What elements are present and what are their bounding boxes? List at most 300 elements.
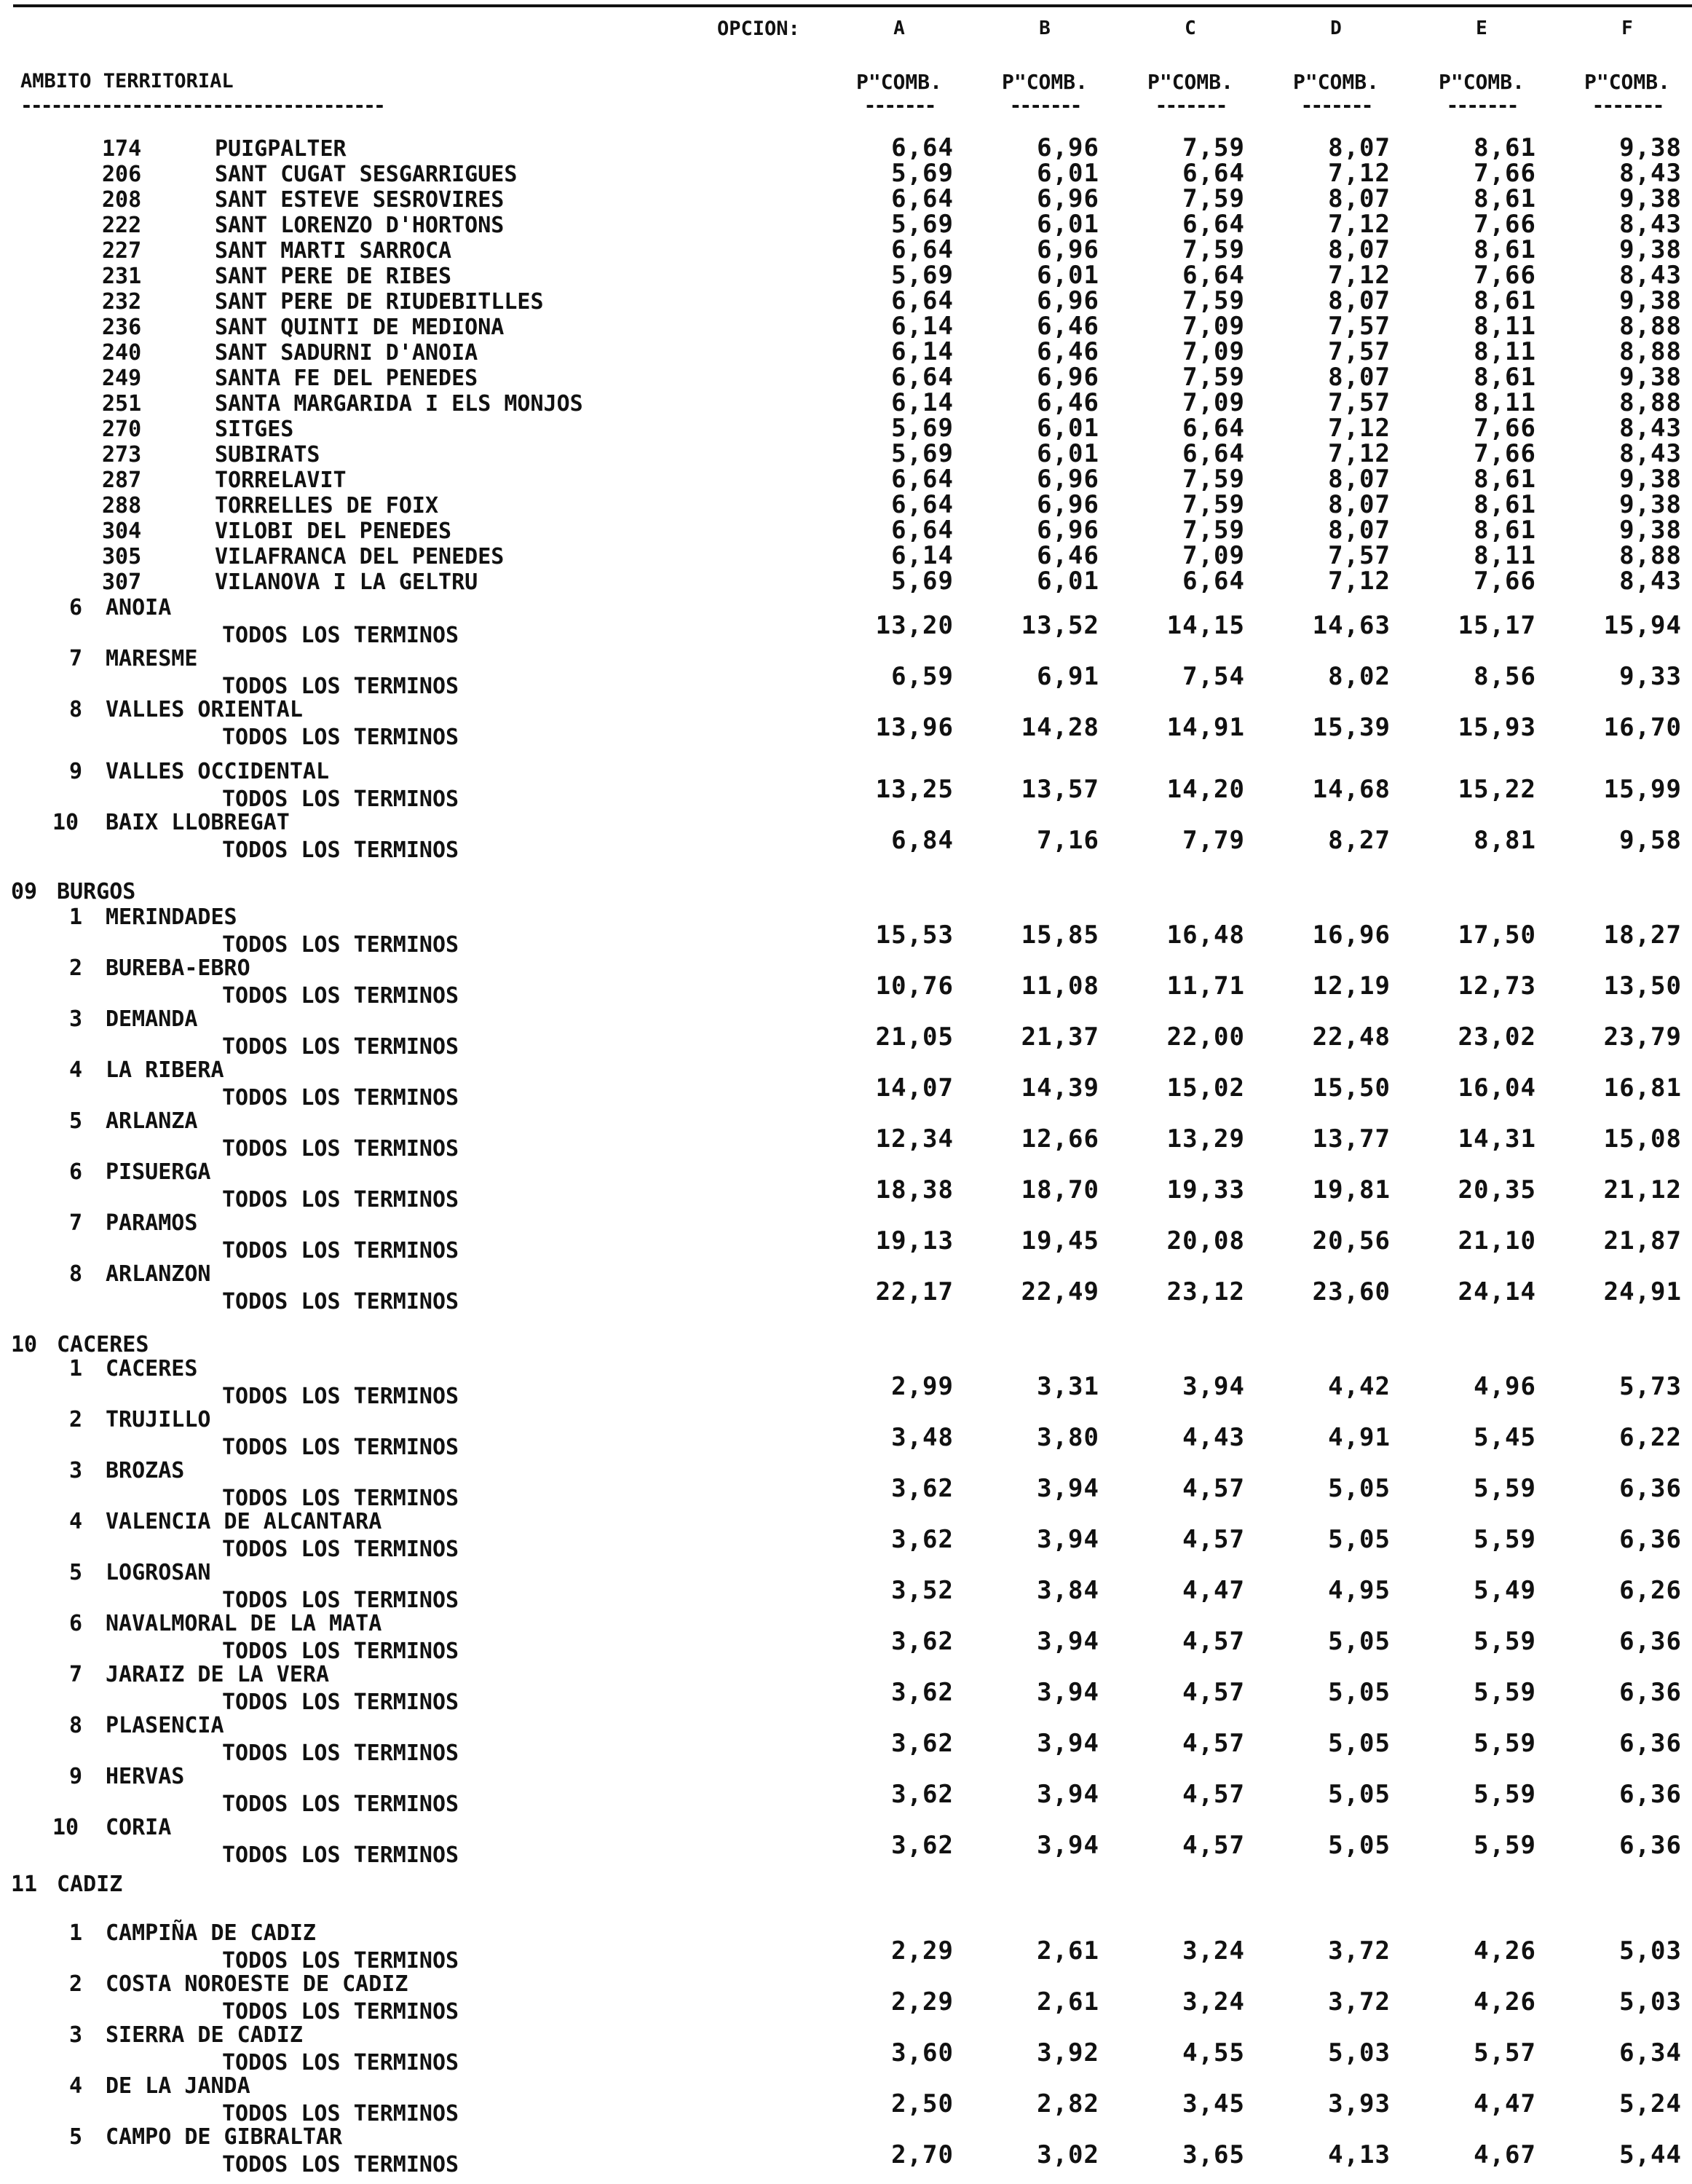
- rate-value-e: 8,56: [1474, 662, 1536, 691]
- todos-los-terminos-label: TODOS LOS TERMINOS: [222, 1999, 459, 2025]
- comarca-code: 2: [69, 1407, 83, 1432]
- comarca-code: 8: [69, 1261, 83, 1287]
- rate-value-a: 6,14: [891, 541, 954, 570]
- municipality-name: PUIGPALTER: [215, 136, 347, 162]
- rate-value-a: 6,64: [891, 363, 954, 392]
- rate-value-b: 6,96: [1037, 184, 1099, 213]
- rate-value-c: 4,47: [1182, 1576, 1245, 1605]
- rate-value-a: 12,34: [875, 1124, 954, 1154]
- rate-value-b: 3,31: [1037, 1372, 1099, 1401]
- rate-value-e: 8,61: [1474, 235, 1536, 264]
- rate-value-f: 6,36: [1619, 1678, 1682, 1707]
- rate-value-e: 12,73: [1458, 971, 1536, 1001]
- comarca-code: 2: [69, 955, 83, 981]
- rate-value-a: 3,62: [891, 1627, 954, 1656]
- comarca-name: PARAMOS: [106, 1210, 198, 1236]
- comarca-code: 4: [69, 1057, 83, 1083]
- ambito-underline: ------------------------------------: [20, 93, 384, 117]
- municipality-name: SANT PERE DE RIBES: [215, 264, 452, 289]
- rate-value-c: 4,55: [1182, 2038, 1245, 2067]
- rate-value-d: 5,05: [1328, 1474, 1391, 1503]
- rate-value-a: 21,05: [875, 1022, 954, 1052]
- comarca-name: JARAIZ DE LA VERA: [106, 1662, 330, 1687]
- rate-value-e: 8,61: [1474, 465, 1536, 494]
- comarca-code: 4: [69, 2073, 83, 2099]
- rate-value-d: 8,07: [1328, 516, 1391, 545]
- rate-value-a: 5,69: [891, 261, 954, 290]
- rate-value-a: 6,84: [891, 826, 954, 855]
- rate-value-f: 8,43: [1619, 439, 1682, 468]
- todos-los-terminos-label: TODOS LOS TERMINOS: [222, 1187, 459, 1213]
- comarca-name: MARESME: [106, 646, 198, 671]
- rate-value-e: 8,81: [1474, 826, 1536, 855]
- rate-value-d: 8,07: [1328, 286, 1391, 315]
- rate-value-c: 7,79: [1182, 826, 1245, 855]
- rate-value-d: 7,12: [1328, 210, 1391, 239]
- province-name: CADIZ: [57, 1872, 123, 1897]
- rate-value-e: 7,66: [1474, 439, 1536, 468]
- column-header-a: P"COMB.: [855, 70, 942, 94]
- rate-value-b: 22,49: [1021, 1277, 1099, 1306]
- rate-value-e: 8,11: [1474, 312, 1536, 341]
- rate-value-b: 6,01: [1037, 210, 1099, 239]
- rate-value-a: 5,69: [891, 159, 954, 188]
- province-code: 09: [11, 879, 38, 904]
- rate-value-a: 3,62: [891, 1678, 954, 1707]
- rate-value-f: 8,43: [1619, 261, 1682, 290]
- rate-value-d: 4,95: [1328, 1576, 1391, 1605]
- rate-value-b: 14,39: [1021, 1073, 1099, 1103]
- todos-los-terminos-label: TODOS LOS TERMINOS: [222, 623, 459, 648]
- rate-value-c: 11,71: [1166, 971, 1245, 1001]
- municipality-code: 208: [102, 187, 142, 213]
- todos-los-terminos-label: TODOS LOS TERMINOS: [222, 787, 459, 812]
- column-underline-d: -------: [1300, 93, 1372, 117]
- comarca-name: TRUJILLO: [106, 1407, 211, 1432]
- rate-value-e: 5,59: [1474, 1780, 1536, 1809]
- rate-value-f: 15,99: [1603, 775, 1682, 804]
- rate-value-a: 6,64: [891, 235, 954, 264]
- rate-value-c: 6,64: [1182, 159, 1245, 188]
- rate-value-a: 3,62: [891, 1780, 954, 1809]
- rate-value-a: 15,53: [875, 920, 954, 950]
- rate-value-b: 2,61: [1037, 1936, 1099, 1966]
- comarca-code: 9: [69, 1764, 83, 1789]
- municipality-name: VILANOVA I LA GELTRU: [215, 569, 478, 595]
- comarca-code: 8: [69, 1713, 83, 1738]
- rate-value-a: 5,69: [891, 567, 954, 596]
- rate-value-b: 3,84: [1037, 1576, 1099, 1605]
- rate-value-e: 17,50: [1458, 920, 1536, 950]
- rate-value-f: 6,22: [1619, 1423, 1682, 1452]
- rate-value-e: 5,59: [1474, 1831, 1536, 1860]
- rate-value-b: 21,37: [1021, 1022, 1099, 1052]
- rate-value-f: 21,12: [1603, 1175, 1682, 1205]
- comarca-name: VALLES ORIENTAL: [106, 697, 303, 722]
- rate-value-f: 18,27: [1603, 920, 1682, 950]
- rate-value-d: 19,81: [1312, 1175, 1391, 1205]
- column-underline-c: -------: [1155, 93, 1226, 117]
- rate-value-b: 3,94: [1037, 1831, 1099, 1860]
- rate-value-e: 8,11: [1474, 388, 1536, 417]
- rate-value-f: 16,81: [1603, 1073, 1682, 1103]
- rate-value-c: 4,43: [1182, 1423, 1245, 1452]
- rate-value-d: 7,12: [1328, 159, 1391, 188]
- rate-value-d: 5,03: [1328, 2038, 1391, 2067]
- rate-value-c: 3,24: [1182, 1936, 1245, 1966]
- rate-value-a: 13,25: [875, 775, 954, 804]
- todos-los-terminos-label: TODOS LOS TERMINOS: [222, 1238, 459, 1264]
- municipality-name: SITGES: [215, 417, 294, 442]
- rate-value-c: 6,64: [1182, 567, 1245, 596]
- rate-value-a: 18,38: [875, 1175, 954, 1205]
- option-a: A: [893, 17, 905, 39]
- municipality-code: 288: [102, 493, 142, 519]
- rate-value-d: 4,13: [1328, 2140, 1391, 2169]
- rate-value-f: 6,36: [1619, 1627, 1682, 1656]
- rate-value-f: 6,36: [1619, 1831, 1682, 1860]
- municipality-code: 240: [102, 340, 142, 366]
- rate-value-a: 3,62: [891, 1474, 954, 1503]
- rate-value-b: 3,02: [1037, 2140, 1099, 2169]
- todos-los-terminos-label: TODOS LOS TERMINOS: [222, 1136, 459, 1162]
- rate-value-f: 9,38: [1619, 133, 1682, 162]
- rate-value-a: 19,13: [875, 1226, 954, 1255]
- rate-value-b: 6,01: [1037, 414, 1099, 443]
- rate-value-d: 8,07: [1328, 490, 1391, 519]
- municipality-code: 304: [102, 519, 142, 544]
- todos-los-terminos-label: TODOS LOS TERMINOS: [222, 1537, 459, 1562]
- rate-value-d: 7,57: [1328, 312, 1391, 341]
- rate-value-e: 8,61: [1474, 516, 1536, 545]
- rate-value-f: 6,36: [1619, 1474, 1682, 1503]
- rate-value-c: 16,48: [1166, 920, 1245, 950]
- rate-value-e: 5,59: [1474, 1729, 1536, 1758]
- rate-value-f: 8,43: [1619, 567, 1682, 596]
- rate-value-c: 7,09: [1182, 541, 1245, 570]
- rate-value-b: 3,80: [1037, 1423, 1099, 1452]
- rate-value-f: 8,43: [1619, 210, 1682, 239]
- rate-value-f: 16,70: [1603, 713, 1682, 742]
- rate-value-d: 7,57: [1328, 541, 1391, 570]
- rate-value-d: 13,77: [1312, 1124, 1391, 1154]
- column-header-d: P"COMB.: [1292, 70, 1379, 94]
- rate-value-d: 8,27: [1328, 826, 1391, 855]
- rate-value-d: 8,07: [1328, 133, 1391, 162]
- rate-value-f: 9,38: [1619, 184, 1682, 213]
- rate-value-f: 8,88: [1619, 541, 1682, 570]
- rate-value-a: 5,69: [891, 439, 954, 468]
- rate-value-c: 7,59: [1182, 490, 1245, 519]
- rate-value-c: 19,33: [1166, 1175, 1245, 1205]
- rate-value-c: 7,59: [1182, 184, 1245, 213]
- rate-value-c: 7,59: [1182, 286, 1245, 315]
- rate-value-a: 6,64: [891, 184, 954, 213]
- rate-value-c: 14,15: [1166, 611, 1245, 640]
- rate-value-b: 6,46: [1037, 541, 1099, 570]
- rate-value-b: 15,85: [1021, 920, 1099, 950]
- comarca-name: BUREBA-EBRO: [106, 955, 250, 981]
- rate-value-e: 5,45: [1474, 1423, 1536, 1452]
- rate-value-e: 14,31: [1458, 1124, 1536, 1154]
- rate-value-e: 21,10: [1458, 1226, 1536, 1255]
- rate-value-b: 6,46: [1037, 388, 1099, 417]
- todos-los-terminos-label: TODOS LOS TERMINOS: [222, 674, 459, 699]
- rate-value-c: 4,57: [1182, 1627, 1245, 1656]
- comarca-name: LOGROSAN: [106, 1560, 211, 1585]
- rate-value-e: 5,57: [1474, 2038, 1536, 2067]
- rate-value-d: 8,07: [1328, 235, 1391, 264]
- rate-value-d: 16,96: [1312, 920, 1391, 950]
- column-header-e: P"COMB.: [1438, 70, 1525, 94]
- comarca-code: 3: [69, 1006, 83, 1032]
- municipality-name: SANT MARTI SARROCA: [215, 238, 452, 264]
- rate-value-d: 5,05: [1328, 1729, 1391, 1758]
- municipality-name: SANT LORENZO D'HORTONS: [215, 213, 505, 238]
- rate-value-c: 7,59: [1182, 465, 1245, 494]
- rate-value-c: 6,64: [1182, 439, 1245, 468]
- rate-value-d: 7,12: [1328, 567, 1391, 596]
- rate-value-a: 2,50: [891, 2089, 954, 2118]
- municipality-code: 270: [102, 417, 142, 442]
- rate-value-f: 5,73: [1619, 1372, 1682, 1401]
- rate-value-a: 6,14: [891, 388, 954, 417]
- rate-value-a: 2,29: [891, 1987, 954, 2017]
- comarca-name: CORIA: [106, 1815, 172, 1840]
- comarca-name: HERVAS: [106, 1764, 185, 1789]
- rate-value-a: 3,62: [891, 1729, 954, 1758]
- rate-value-d: 5,05: [1328, 1525, 1391, 1554]
- rate-value-e: 5,49: [1474, 1576, 1536, 1605]
- municipality-name: SANT PERE DE RIUDEBITLLES: [215, 289, 544, 315]
- comarca-name: ARLANZON: [106, 1261, 211, 1287]
- rate-value-b: 6,91: [1037, 662, 1099, 691]
- rate-value-f: 9,58: [1619, 826, 1682, 855]
- rate-value-c: 4,57: [1182, 1780, 1245, 1809]
- rate-value-e: 8,11: [1474, 337, 1536, 366]
- rate-value-d: 3,72: [1328, 1987, 1391, 2017]
- column-underline-a: -------: [863, 93, 935, 117]
- rate-value-b: 3,94: [1037, 1627, 1099, 1656]
- todos-los-terminos-label: TODOS LOS TERMINOS: [222, 1289, 459, 1314]
- rate-value-e: 8,11: [1474, 541, 1536, 570]
- comarca-code: 8: [69, 697, 83, 722]
- rate-value-a: 3,48: [891, 1423, 954, 1452]
- rate-value-b: 6,96: [1037, 490, 1099, 519]
- rate-value-b: 6,46: [1037, 337, 1099, 366]
- rate-value-b: 6,96: [1037, 286, 1099, 315]
- municipality-code: 174: [102, 136, 142, 162]
- rate-value-a: 6,64: [891, 465, 954, 494]
- rate-value-a: 3,60: [891, 2038, 954, 2067]
- rate-value-e: 7,66: [1474, 567, 1536, 596]
- comarca-code: 7: [69, 1210, 83, 1236]
- todos-los-terminos-label: TODOS LOS TERMINOS: [222, 725, 459, 750]
- rate-value-a: 6,64: [891, 133, 954, 162]
- comarca-name: ARLANZA: [106, 1108, 198, 1134]
- comarca-code: 2: [69, 1971, 83, 1997]
- rate-value-d: 23,60: [1312, 1277, 1391, 1306]
- rate-value-f: 21,87: [1603, 1226, 1682, 1255]
- rate-value-b: 2,82: [1037, 2089, 1099, 2118]
- rate-value-a: 5,69: [891, 414, 954, 443]
- rate-value-d: 3,72: [1328, 1936, 1391, 1966]
- rate-value-d: 8,07: [1328, 465, 1391, 494]
- rate-value-d: 5,05: [1328, 1831, 1391, 1860]
- ambito-territorial-label: AMBITO TERRITORIAL: [20, 70, 234, 92]
- rate-value-e: 4,26: [1474, 1936, 1536, 1966]
- comarca-code: 1: [69, 1920, 83, 1946]
- rate-value-a: 13,20: [875, 611, 954, 640]
- rate-value-a: 6,14: [891, 337, 954, 366]
- rate-value-d: 12,19: [1312, 971, 1391, 1001]
- rate-value-b: 18,70: [1021, 1175, 1099, 1205]
- comarca-name: BROZAS: [106, 1458, 185, 1483]
- comarca-name: ANOIA: [106, 595, 172, 620]
- rate-value-f: 5,03: [1619, 1936, 1682, 1966]
- municipality-code: 307: [102, 569, 142, 595]
- todos-los-terminos-label: TODOS LOS TERMINOS: [222, 1741, 459, 1766]
- todos-los-terminos-label: TODOS LOS TERMINOS: [222, 837, 459, 863]
- rate-value-c: 7,09: [1182, 312, 1245, 341]
- rate-value-a: 6,14: [891, 312, 954, 341]
- rate-value-b: 3,94: [1037, 1780, 1099, 1809]
- comarca-name: COSTA NOROESTE DE CADIZ: [106, 1971, 408, 1997]
- rate-value-a: 6,64: [891, 490, 954, 519]
- rate-value-a: 6,59: [891, 662, 954, 691]
- rate-value-b: 6,01: [1037, 567, 1099, 596]
- rate-value-e: 7,66: [1474, 261, 1536, 290]
- todos-los-terminos-label: TODOS LOS TERMINOS: [222, 1948, 459, 1974]
- rate-value-e: 4,96: [1474, 1372, 1536, 1401]
- todos-los-terminos-label: TODOS LOS TERMINOS: [222, 2101, 459, 2126]
- comarca-name: PLASENCIA: [106, 1713, 224, 1738]
- rate-value-e: 4,47: [1474, 2089, 1536, 2118]
- municipality-code: 287: [102, 468, 142, 493]
- rate-value-f: 24,91: [1603, 1277, 1682, 1306]
- comarca-code: 6: [69, 1159, 83, 1185]
- rate-value-f: 13,50: [1603, 971, 1682, 1001]
- todos-los-terminos-label: TODOS LOS TERMINOS: [222, 1791, 459, 1817]
- rate-value-e: 8,61: [1474, 286, 1536, 315]
- municipality-name: SUBIRATS: [215, 442, 320, 468]
- rate-value-a: 10,76: [875, 971, 954, 1001]
- rate-value-d: 3,93: [1328, 2089, 1391, 2118]
- option-f: F: [1621, 17, 1633, 39]
- municipality-code: 305: [102, 544, 142, 569]
- municipality-name: SANT QUINTI DE MEDIONA: [215, 315, 505, 340]
- rate-value-d: 5,05: [1328, 1627, 1391, 1656]
- comarca-code: 6: [69, 1611, 83, 1636]
- municipality-name: VILOBI DEL PENEDES: [215, 519, 452, 544]
- rate-value-e: 4,67: [1474, 2140, 1536, 2169]
- rate-value-e: 7,66: [1474, 210, 1536, 239]
- comarca-code: 5: [69, 2124, 83, 2150]
- column-underline-e: -------: [1446, 93, 1517, 117]
- rate-value-f: 8,43: [1619, 159, 1682, 188]
- comarca-code: 5: [69, 1560, 83, 1585]
- rate-value-e: 5,59: [1474, 1525, 1536, 1554]
- rate-value-b: 14,28: [1021, 713, 1099, 742]
- comarca-name: NAVALMORAL DE LA MATA: [106, 1611, 382, 1636]
- rate-value-f: 9,33: [1619, 662, 1682, 691]
- rate-value-c: 3,94: [1182, 1372, 1245, 1401]
- rate-value-c: 13,29: [1166, 1124, 1245, 1154]
- column-header-c: P"COMB.: [1147, 70, 1233, 94]
- rate-value-d: 8,07: [1328, 184, 1391, 213]
- comarca-name: LA RIBERA: [106, 1057, 224, 1083]
- rate-value-c: 4,57: [1182, 1729, 1245, 1758]
- option-d: D: [1330, 17, 1342, 39]
- rate-value-a: 14,07: [875, 1073, 954, 1103]
- rate-value-c: 14,91: [1166, 713, 1245, 742]
- comarca-name: SIERRA DE CADIZ: [106, 2022, 303, 2048]
- rate-value-f: 8,88: [1619, 312, 1682, 341]
- rate-value-b: 6,01: [1037, 439, 1099, 468]
- rate-value-e: 15,17: [1458, 611, 1536, 640]
- rate-value-c: 4,57: [1182, 1831, 1245, 1860]
- option-b: B: [1039, 17, 1051, 39]
- comarca-name: CAMPO DE GIBRALTAR: [106, 2124, 343, 2150]
- rate-value-e: 8,61: [1474, 363, 1536, 392]
- todos-los-terminos-label: TODOS LOS TERMINOS: [222, 1034, 459, 1060]
- rate-value-e: 15,22: [1458, 775, 1536, 804]
- rate-value-b: 3,94: [1037, 1729, 1099, 1758]
- rate-value-c: 3,65: [1182, 2140, 1245, 2169]
- province-code: 11: [11, 1872, 38, 1897]
- rate-value-f: 8,43: [1619, 414, 1682, 443]
- comarca-code: 6: [69, 595, 83, 620]
- comarca-name: CACERES: [106, 1356, 198, 1381]
- rate-value-a: 6,64: [891, 286, 954, 315]
- rate-value-d: 5,05: [1328, 1678, 1391, 1707]
- municipality-name: VILAFRANCA DEL PENEDES: [215, 544, 505, 569]
- rate-value-d: 7,12: [1328, 261, 1391, 290]
- rate-value-f: 5,03: [1619, 1987, 1682, 2017]
- comarca-code: 7: [69, 1662, 83, 1687]
- rate-value-f: 6,36: [1619, 1780, 1682, 1809]
- rate-value-b: 13,52: [1021, 611, 1099, 640]
- rate-value-f: 9,38: [1619, 490, 1682, 519]
- rate-value-d: 7,57: [1328, 388, 1391, 417]
- rate-value-e: 8,61: [1474, 490, 1536, 519]
- comarca-name: DEMANDA: [106, 1006, 198, 1032]
- comarca-name: MERINDADES: [106, 904, 237, 930]
- rate-value-f: 15,08: [1603, 1124, 1682, 1154]
- municipality-code: 231: [102, 264, 142, 289]
- rate-value-d: 7,12: [1328, 414, 1391, 443]
- todos-los-terminos-label: TODOS LOS TERMINOS: [222, 1486, 459, 1511]
- rate-value-c: 6,64: [1182, 414, 1245, 443]
- rate-value-c: 4,57: [1182, 1525, 1245, 1554]
- rate-value-b: 12,66: [1021, 1124, 1099, 1154]
- comarca-code: 4: [69, 1509, 83, 1534]
- municipality-name: SANTA MARGARIDA I ELS MONJOS: [215, 391, 583, 417]
- rate-value-b: 6,46: [1037, 312, 1099, 341]
- rate-value-a: 2,29: [891, 1936, 954, 1966]
- rate-value-f: 6,36: [1619, 1729, 1682, 1758]
- rate-value-f: 8,88: [1619, 337, 1682, 366]
- comarca-code: 10: [52, 810, 79, 835]
- rate-value-a: 6,64: [891, 516, 954, 545]
- column-underline-b: -------: [1009, 93, 1080, 117]
- rate-value-e: 23,02: [1458, 1022, 1536, 1052]
- todos-los-terminos-label: TODOS LOS TERMINOS: [222, 983, 459, 1009]
- comarca-name: VALENCIA DE ALCANTARA: [106, 1509, 382, 1534]
- rate-value-f: 6,26: [1619, 1576, 1682, 1605]
- rate-value-c: 20,08: [1166, 1226, 1245, 1255]
- rate-value-c: 7,09: [1182, 388, 1245, 417]
